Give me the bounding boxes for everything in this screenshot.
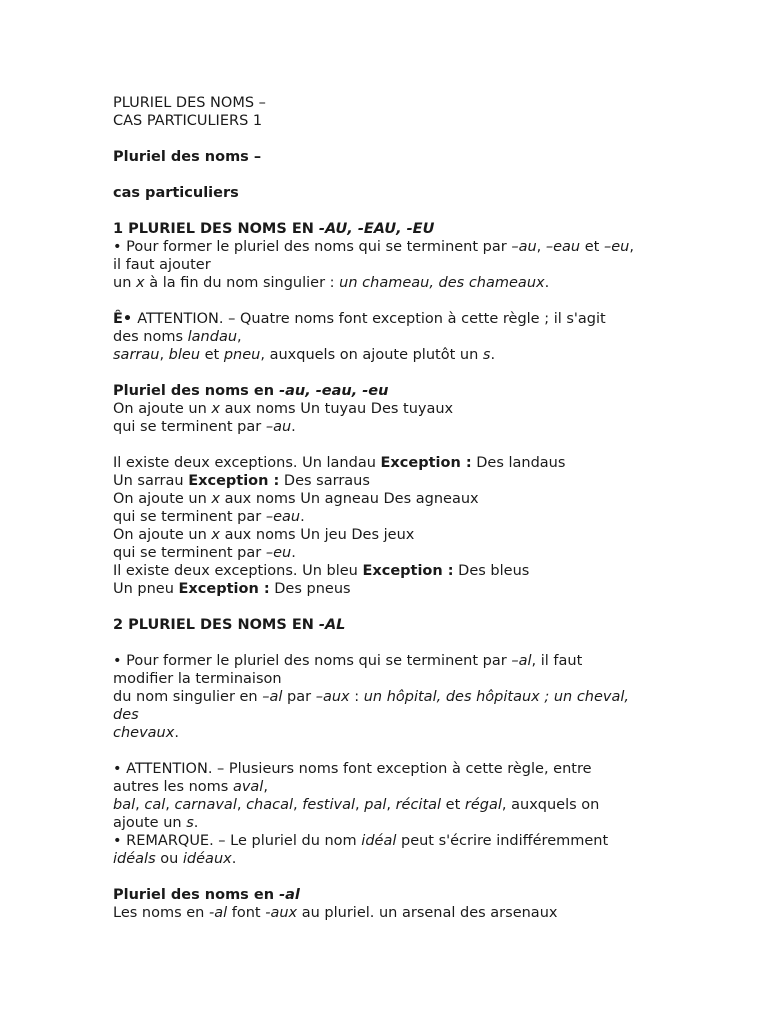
attention-line <box>113 778 673 796</box>
text: On ajoute un <box>113 401 212 417</box>
text: . <box>231 851 237 867</box>
heading-suffixes: -AU, -EAU, -EU <box>318 221 435 237</box>
spacer <box>113 598 673 616</box>
rule-line <box>113 508 673 526</box>
paragraph-line <box>113 238 673 256</box>
section-4-heading <box>113 886 673 904</box>
text: aux noms Un jeu Des jeux <box>220 527 415 543</box>
exception-label: Exception : <box>362 563 454 579</box>
heading-suffix: -al <box>279 887 300 903</box>
italic-text: aval <box>232 779 264 795</box>
italic-text: landau <box>187 329 238 345</box>
text: , <box>236 797 247 813</box>
exception-label: Exception : <box>380 455 472 471</box>
attention-line <box>113 310 673 328</box>
italic-text: -al <box>208 905 228 921</box>
example-text: un hôpital, des hôpitaux ; un cheval, <box>363 689 630 705</box>
text: et <box>200 347 224 363</box>
example-text: un chameau, des chameaux <box>339 275 545 291</box>
italic-text: x <box>136 275 145 291</box>
text: font <box>227 905 266 921</box>
text: . <box>300 509 305 525</box>
text: Des bleus <box>453 563 530 579</box>
document-title-line-1: PLURIEL DES NOMS – <box>113 95 266 111</box>
spacer <box>113 634 673 652</box>
italic-text: –al <box>262 689 283 705</box>
text: , <box>135 797 145 813</box>
text: On ajoute un <box>113 491 212 507</box>
spacer <box>113 364 673 382</box>
text: : <box>349 689 364 705</box>
section-2-heading <box>113 382 673 400</box>
rule-line <box>113 544 673 562</box>
paragraph-line: il faut ajouter <box>113 257 211 273</box>
italic-text: sarrau <box>113 347 160 363</box>
text: peut s'écrire indifféremment <box>396 833 609 849</box>
rule-line <box>113 562 673 580</box>
italic-text: –al <box>511 653 532 669</box>
document-title-line-2: CAS PARTICULIERS 1 <box>113 113 263 129</box>
section-3-heading <box>113 616 673 634</box>
text: , <box>237 329 242 345</box>
text: au pluriel. un arsenal des arsenaux <box>297 905 558 921</box>
spacer <box>113 292 673 310</box>
text: , <box>355 797 365 813</box>
italic-text: idéal <box>361 833 397 849</box>
spacer <box>113 202 673 220</box>
rule-line <box>113 490 673 508</box>
heading-text: Pluriel des noms en <box>113 383 280 399</box>
exception-label: Exception : <box>188 473 280 489</box>
text: , <box>629 239 634 255</box>
text: du nom singulier en <box>113 689 263 705</box>
italic-text: –eau <box>265 509 301 525</box>
paragraph-line <box>113 688 673 706</box>
paragraph-line <box>113 724 673 742</box>
spacer <box>113 436 673 454</box>
heading-text: 2 PLURIEL DES NOMS EN <box>113 617 319 633</box>
text: ATTENTION. – Quatre noms font exception à cette règle ; il s'agit <box>137 311 606 327</box>
italic-text: carnaval <box>174 797 237 813</box>
text: Des pneus <box>269 581 351 597</box>
text: • REMARQUE. – Le pluriel du nom <box>113 833 362 849</box>
rule-line <box>113 580 673 598</box>
text: Un sarrau <box>113 473 189 489</box>
example-text: chevaux <box>113 725 175 741</box>
text: Il existe deux exceptions. Un landau <box>113 455 381 471</box>
italic-text: régal <box>464 797 502 813</box>
text: qui se terminent par <box>113 419 266 435</box>
text: . <box>544 275 550 291</box>
text: aux noms Un tuyau Des tuyaux <box>220 401 454 417</box>
document-page <box>113 94 673 922</box>
remark-line <box>113 850 673 868</box>
italic-text: récital <box>395 797 442 813</box>
italic-text: –eau <box>545 239 581 255</box>
italic-text: chacal <box>246 797 293 813</box>
text: et <box>441 797 465 813</box>
exception-label: Exception : <box>178 581 270 597</box>
italic-text: –eu <box>265 545 292 561</box>
text: Les noms en <box>113 905 209 921</box>
text: Des sarraus <box>279 473 370 489</box>
italic-text: x <box>211 401 220 417</box>
text: Des landaus <box>471 455 566 471</box>
text: . <box>291 419 296 435</box>
text: On ajoute un <box>113 527 212 543</box>
text: , <box>263 779 268 795</box>
attention-line <box>113 796 673 814</box>
italic-text: bal <box>113 797 136 813</box>
remark-line <box>113 832 673 850</box>
text: . <box>174 725 179 741</box>
section-1-heading <box>113 220 673 238</box>
text: , <box>165 797 175 813</box>
spacer <box>113 742 673 760</box>
heading-text: Pluriel des noms en <box>113 887 280 903</box>
paragraph-line: des <box>113 707 139 723</box>
heading-cas-particuliers: cas particuliers <box>113 185 239 201</box>
italic-text: pal <box>364 797 387 813</box>
italic-text: idéals <box>113 851 156 867</box>
text: ajoute un <box>113 815 187 831</box>
text: à la fin du nom singulier : <box>144 275 340 291</box>
text: des noms <box>113 329 188 345</box>
attention-line <box>113 346 673 364</box>
attention-line <box>113 814 673 832</box>
text: ou <box>155 851 183 867</box>
italic-text: x <box>211 527 220 543</box>
italic-text: -aux <box>265 905 298 921</box>
spacer <box>113 868 673 886</box>
heading-suffix: -AL <box>318 617 346 633</box>
paragraph-line <box>113 652 673 670</box>
heading-text: 1 PLURIEL DES NOMS EN <box>113 221 319 237</box>
rule-line <box>113 472 673 490</box>
text: , <box>159 347 169 363</box>
italic-text: bleu <box>168 347 201 363</box>
italic-text: pneu <box>223 347 261 363</box>
italic-text: –au <box>265 419 292 435</box>
italic-text: s <box>186 815 194 831</box>
rule-line <box>113 400 673 418</box>
italic-text: –aux <box>315 689 350 705</box>
attention-line <box>113 328 673 346</box>
text: , auxquels on ajoute plutôt un <box>260 347 483 363</box>
text: • Pour former le pluriel des noms qui se terminent par <box>113 653 512 669</box>
text: , il faut <box>531 653 583 669</box>
text: . <box>193 815 199 831</box>
attention-line: • ATTENTION. – Plusieurs noms font exception à cette règle, entre <box>113 761 592 777</box>
italic-text: cal <box>144 797 166 813</box>
spacer <box>113 130 673 148</box>
text: , <box>536 239 546 255</box>
text: . <box>490 347 496 363</box>
text: autres les noms <box>113 779 233 795</box>
italic-text: –au <box>511 239 537 255</box>
attention-marker: Ê• <box>113 311 138 327</box>
text: qui se terminent par <box>113 545 266 561</box>
rule-line <box>113 904 673 922</box>
rule-line <box>113 454 673 472</box>
text: • Pour former le pluriel des noms qui se terminent par <box>113 239 512 255</box>
rule-line <box>113 526 673 544</box>
text: un <box>113 275 136 291</box>
italic-text: s <box>482 347 491 363</box>
text: aux noms Un agneau Des agneaux <box>220 491 479 507</box>
italic-text: x <box>211 491 220 507</box>
italic-text: idéaux <box>182 851 232 867</box>
text: qui se terminent par <box>113 509 266 525</box>
text: , <box>386 797 396 813</box>
italic-text: –eu <box>603 239 630 255</box>
spacer <box>113 166 673 184</box>
text: par <box>282 689 316 705</box>
heading-pluriel-des-noms: Pluriel des noms – <box>113 149 262 165</box>
paragraph-line: modifier la terminaison <box>113 671 282 687</box>
text: , <box>293 797 303 813</box>
italic-text: festival <box>302 797 356 813</box>
heading-suffixes: -au, -eau, -eu <box>279 383 389 399</box>
text: . <box>291 545 296 561</box>
rule-line <box>113 418 673 436</box>
text: Un pneu <box>113 581 179 597</box>
text: Il existe deux exceptions. Un bleu <box>113 563 363 579</box>
text: et <box>580 239 604 255</box>
paragraph-line <box>113 274 673 292</box>
text: , auxquels on <box>501 797 600 813</box>
